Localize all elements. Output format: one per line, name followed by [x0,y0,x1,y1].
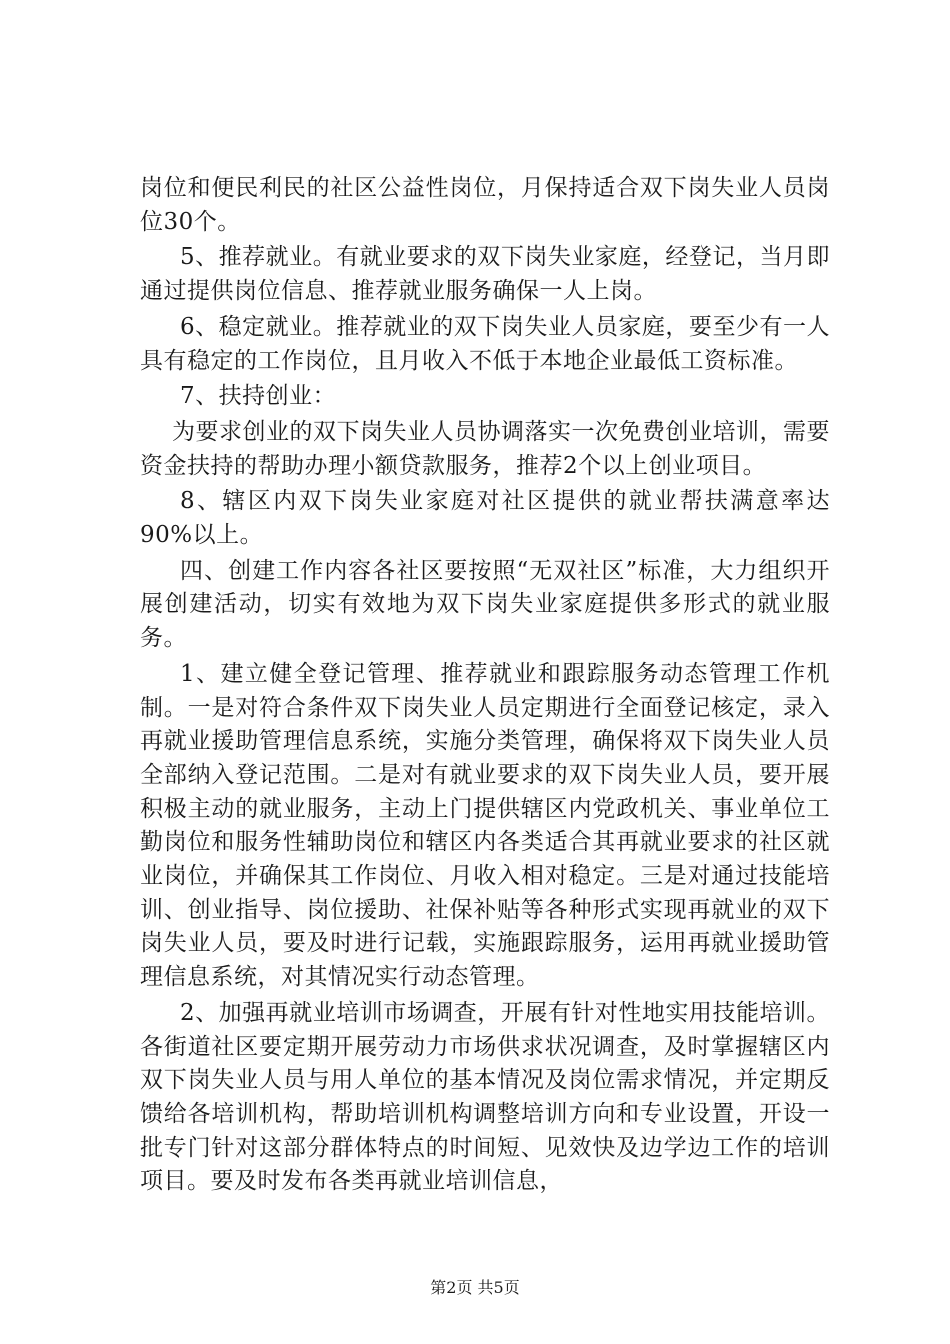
paragraph-item-5: 5、推荐就业。有就业要求的双下岗失业家庭，经登记，当月即通过提供岗位信息、推荐就业服务确保一人上岗。 [140,244,830,305]
document-body [140,172,830,1199]
paragraph-item-7-body: 为要求创业的双下岗失业人员协调落实一次免费创业培训，需要资金扶持的帮助办理小额贷款服务，推荐2个以上创业项目。 [140,418,830,479]
paragraph-continuation: 岗位和便民利民的社区公益性岗位，月保持适合双下岗失业人员岗位30个。 [140,175,830,235]
paragraph-item-6: 6、稳定就业。推荐就业的双下岗失业人员家庭，要至少有一人具有稳定的工作岗位，且月收入不低于本地企业最低工资标准。 [140,313,830,374]
page-footer: 第2页 共5页 [430,1278,520,1297]
paragraph-section-4-item-2: 2、加强再就业培训市场调查，开展有针对性地实用技能培训。各街道社区要定期开展劳动力市场供求状况调查，及时掌握辖区内双下岗失业人员与用人单位的基本情况及岗位需求情况，并定期反馈给各培训机构，帮助培训机构调整培训方向和专业设置，开设一批专门针对这部分群体特点的时间短、见效快及边学边工作的培训项目。要及时发布各类再就业培训信息， [140,999,830,1195]
paragraph-section-4-item-1: 1、建立健全登记管理、推荐就业和跟踪服务动态管理工作机制。一是对符合条件双下岗失业人员定期进行全面登记核定，录入再就业援助管理信息系统，实施分类管理，确保将双下岗失业人员全部纳入登记范围。二是对有就业要求的双下岗失业人员，要开展积极主动的就业服务，主动上门提供辖区内党政机关、事业单位工勤岗位和服务性辅助岗位和辖区内各类适合其再就业要求的社区就业岗位，并确保其工作岗位、月收入相对稳定。三是对通过技能培训、创业指导、岗位援助、社保补贴等各种形式实现再就业的双下岗失业人员，要及时进行记载，实施跟踪服务，运用再就业援助管理信息系统，对其情况实行动态管理。 [140,660,830,991]
paragraph-section-4: 四、创建工作内容各社区要按照“无双社区”标准，大力组织开展创建活动，切实有效地为双下岗失业家庭提供多形式的就业服务。 [140,557,830,652]
paragraph-item-8: 8、辖区内双下岗失业家庭对社区提供的就业帮扶满意率达90%以上。 [140,488,830,549]
paragraph-item-7-heading: 7、扶持创业： [180,383,337,410]
